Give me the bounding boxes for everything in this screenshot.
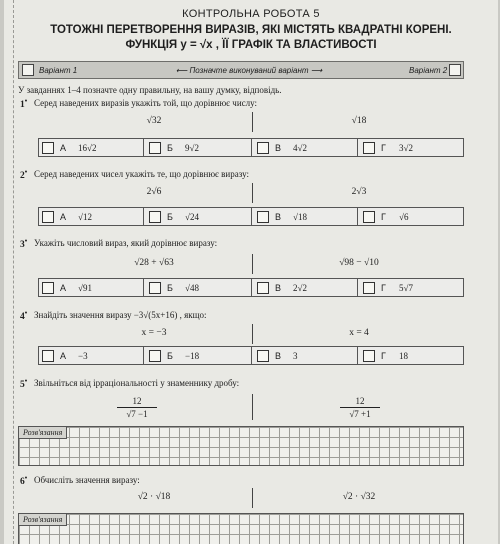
question-4-text: Знайдіть значення виразу −3√(5x+16) , якщо: — [34, 310, 207, 320]
option-checkbox[interactable] — [363, 282, 375, 294]
column-divider — [252, 324, 253, 344]
variant-hint: ⟵ Позначте виконуваний варіант ⟶ — [175, 66, 323, 75]
option-checkbox[interactable] — [42, 211, 54, 223]
question-5-text: Звільніться від ірраціональності у знаменнику дробу: — [34, 378, 240, 388]
question-3-variant-2-expr: √98 − √10 — [339, 258, 379, 268]
question-4-variant-1-expr: x = −3 — [141, 328, 167, 338]
option-checkbox[interactable] — [363, 350, 375, 362]
question-6-text: Обчисліть значення виразу: — [34, 475, 140, 485]
variant-2-label: Варіант 2 — [409, 66, 448, 75]
option-checkbox[interactable] — [149, 282, 161, 294]
column-divider — [252, 488, 253, 508]
column-divider — [252, 183, 253, 203]
question-4-options: А −3 Б −18 В 3 Г 18 — [38, 346, 464, 365]
question-5-number: 5• — [20, 377, 28, 391]
question-6-number: 6• — [20, 474, 28, 488]
question-1-number: 1• — [20, 97, 28, 111]
option-checkbox[interactable] — [149, 350, 161, 362]
column-divider — [252, 254, 253, 274]
option-checkbox[interactable] — [149, 142, 161, 154]
question-6-solution-area[interactable] — [18, 513, 464, 544]
option-checkbox[interactable] — [42, 142, 54, 154]
option-checkbox[interactable] — [42, 350, 54, 362]
question-4-number: 4• — [20, 309, 28, 323]
option-checkbox[interactable] — [149, 211, 161, 223]
question-6-variant-1-expr: √2 · √18 — [137, 492, 171, 502]
option-checkbox[interactable] — [257, 350, 269, 362]
column-divider — [252, 394, 253, 420]
solution-label: Розв'язання — [19, 427, 67, 439]
option-checkbox[interactable] — [257, 282, 269, 294]
variant-2-checkbox[interactable] — [449, 64, 461, 76]
question-2-variant-2-expr: 2√3 — [351, 187, 367, 197]
question-6-variant-2-expr: √2 · √32 — [342, 492, 376, 502]
question-2-number: 2• — [20, 168, 28, 182]
variant-1-checkbox[interactable] — [22, 64, 34, 76]
question-1-text: Серед наведених виразів укажіть той, що дорівнює числу: — [34, 98, 258, 108]
question-5-variant-1-fraction: 12 √7 −1 — [117, 396, 157, 419]
variant-1-label: Варіант 1 — [39, 66, 78, 75]
question-3-options: А √91 Б √48 В 2√2 Г 5√7 — [38, 278, 464, 297]
page-subtitle-2: ФУНКЦІЯ y = √x , ЇЇ ГРАФІК ТА ВЛАСТИВОСТІ — [125, 39, 377, 51]
question-2-variant-1-expr: 2√6 — [146, 187, 162, 197]
column-divider — [252, 112, 253, 132]
variant-selector — [18, 61, 464, 79]
question-3-variant-1-expr: √28 + √63 — [134, 258, 174, 268]
instructions: У завданнях 1–4 позначте одну правильну, на вашу думку, відповідь. — [18, 85, 282, 95]
question-3-number: 3• — [20, 237, 28, 251]
question-3-text: Укажіть числовий вираз, який дорівнює виразу: — [34, 238, 218, 248]
page-subtitle-1: ТОТОЖНІ ПЕРЕТВОРЕННЯ ВИРАЗІВ, ЯКІ МІСТЯТЬ КВАДРАТНІ КОРЕНІ. — [50, 24, 452, 36]
option-checkbox[interactable] — [363, 142, 375, 154]
option-checkbox[interactable] — [363, 211, 375, 223]
question-4-variant-2-expr: x = 4 — [349, 328, 369, 338]
question-5-variant-2-fraction: 12 √7 +1 — [340, 396, 380, 419]
question-1-variant-1-expr: √32 — [146, 116, 162, 126]
binding-margin — [4, 0, 14, 544]
option-checkbox[interactable] — [257, 142, 269, 154]
question-1-options: А 16√2 Б 9√2 В 4√2 Г 3√2 — [38, 138, 464, 157]
worksheet-page — [4, 0, 498, 544]
question-2-options: А √12 Б √24 В √18 Г √6 — [38, 207, 464, 226]
question-5-solution-area[interactable] — [18, 426, 464, 466]
solution-label: Розв'язання — [19, 514, 67, 526]
question-2-text: Серед наведених чисел укажіть те, що дорівнює виразу: — [34, 169, 249, 179]
page-title: КОНТРОЛЬНА РОБОТА 5 — [182, 8, 320, 20]
option-checkbox[interactable] — [42, 282, 54, 294]
question-1-variant-2-expr: √18 — [351, 116, 367, 126]
option-checkbox[interactable] — [257, 211, 269, 223]
